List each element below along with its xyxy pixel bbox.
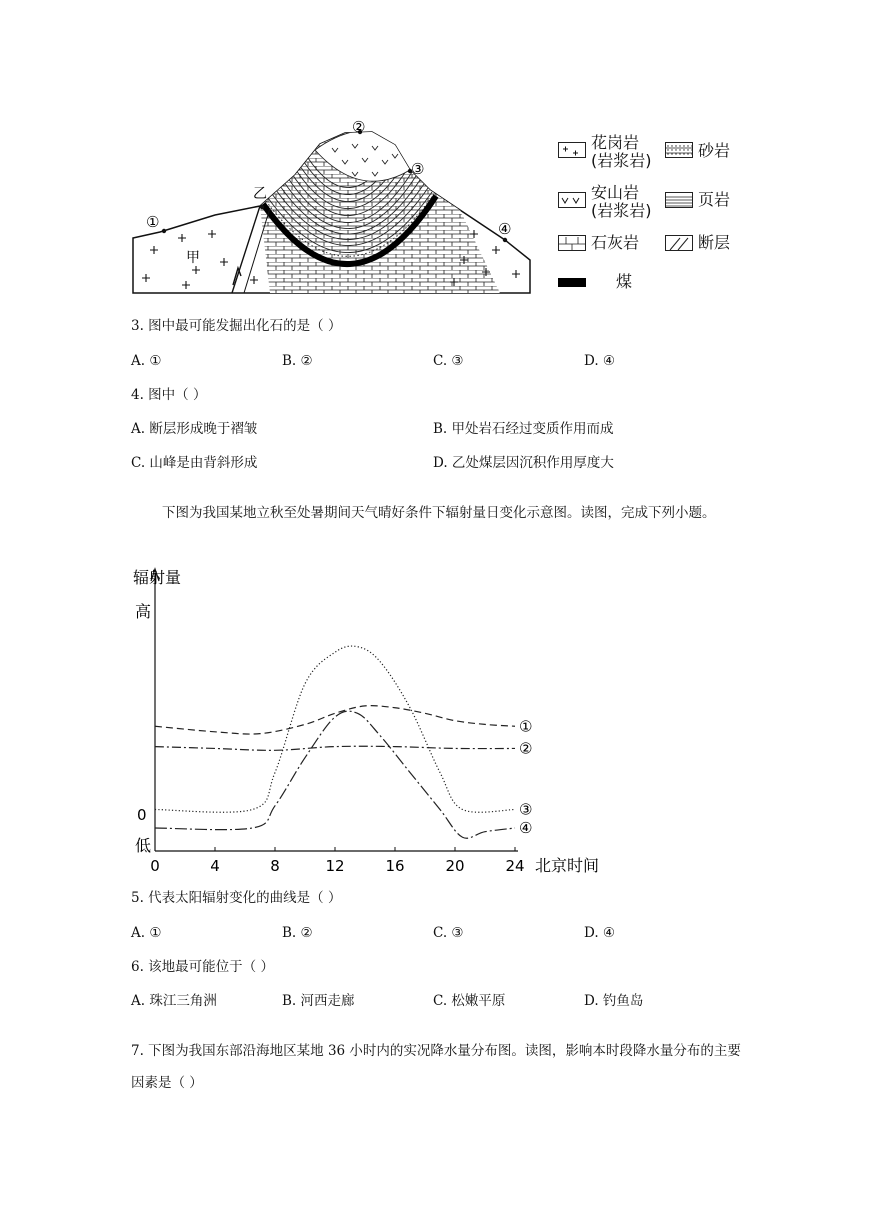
- x-tick-label: 24: [505, 857, 525, 875]
- question-3-stem: 3. 图中最可能发掘出化石的是（ ）: [131, 318, 342, 334]
- series-label-3: ③: [519, 800, 533, 819]
- series-label-1: ①: [519, 717, 533, 736]
- q4-option-a[interactable]: A. 断层形成晚于褶皱: [131, 421, 258, 437]
- coal-swatch: [558, 278, 586, 287]
- shale-swatch: [665, 192, 693, 208]
- q4-option-c[interactable]: C. 山峰是由背斜形成: [131, 455, 258, 471]
- y-tick-high: 高: [135, 602, 152, 621]
- y-tick-low: 低: [135, 836, 152, 855]
- geologic-cross-section: [120, 110, 540, 300]
- question-5-stem: 5. 代表太阳辐射变化的曲线是（ ）: [131, 890, 342, 906]
- label-yi: 乙: [253, 186, 267, 202]
- q3-option-b[interactable]: B. ②: [282, 353, 313, 369]
- q4-option-d[interactable]: D. 乙处煤层因沉积作用厚度大: [433, 455, 614, 471]
- legend-andesite-sub: (岩浆岩): [591, 201, 652, 220]
- question-7-stem: 7. 下图为我国东部沿海地区某地 36 小时内的实况降水量分布图。读图，影响本时段降水量分布的主要因素是（ ）: [131, 1043, 741, 1091]
- x-tick-label: 4: [210, 857, 220, 875]
- radiation-chart: [125, 563, 615, 883]
- q3-option-a[interactable]: A. ①: [131, 353, 162, 369]
- q6-option-a[interactable]: A. 珠江三角洲: [131, 993, 217, 1009]
- series-label-2: ②: [519, 739, 533, 758]
- label-jia: 甲: [186, 250, 200, 266]
- legend-granite-label: 花岗岩: [591, 133, 640, 152]
- legend-sandstone-label: 砂岩: [698, 141, 731, 160]
- label-point-3: ③: [411, 160, 425, 178]
- q5-option-b[interactable]: B. ②: [282, 925, 313, 941]
- question-4-stem: 4. 图中（ ）: [131, 387, 207, 403]
- legend-granite-sub: (岩浆岩): [591, 151, 652, 170]
- x-tick-label: 20: [445, 857, 465, 875]
- legend-andesite-label: 安山岩: [591, 183, 640, 202]
- legend-shale-label: 页岩: [698, 190, 731, 209]
- label-point-4: ④: [498, 220, 512, 238]
- fault-swatch: [665, 235, 693, 251]
- limestone-swatch: [558, 235, 586, 251]
- series-label-4: ④: [519, 819, 533, 837]
- x-tick-label: 12: [325, 857, 345, 875]
- q5-option-d[interactable]: D. ④: [584, 925, 616, 941]
- q5-option-a[interactable]: A. ①: [131, 925, 162, 941]
- figure-legend: [558, 134, 758, 294]
- y-axis-title: 辐射量: [133, 568, 182, 587]
- series-line-1: [155, 706, 515, 734]
- legend-limestone-label: 石灰岩: [591, 233, 640, 252]
- x-tick-label: 0: [150, 857, 160, 875]
- series-line-3: [155, 646, 515, 812]
- q6-option-d[interactable]: D. 钓鱼岛: [584, 993, 644, 1009]
- q5-option-c[interactable]: C. ③: [433, 925, 464, 941]
- q6-option-c[interactable]: C. 松嫩平原: [433, 993, 506, 1009]
- intro-paragraph: 下图为我国某地立秋至处暑期间天气晴好条件下辐射量日变化示意图。读图，完成下列小题。: [162, 505, 716, 521]
- sandstone-swatch: [665, 142, 693, 158]
- label-point-2: ②: [352, 118, 366, 136]
- x-tick-label: 8: [270, 857, 280, 875]
- question-6-stem: 6. 该地最可能位于（ ）: [131, 959, 274, 975]
- andesite-swatch: [558, 192, 586, 208]
- q6-option-b[interactable]: B. 河西走廊: [282, 993, 355, 1009]
- granite-swatch: [558, 142, 586, 158]
- series-line-2: [155, 746, 515, 750]
- q3-option-d[interactable]: D. ④: [584, 353, 616, 369]
- y-tick-zero: 0: [137, 806, 147, 824]
- legend-coal-label: 煤: [616, 272, 633, 291]
- x-tick-label: 16: [385, 857, 405, 875]
- q4-option-b[interactable]: B. 甲处岩石经过变质作用而成: [433, 421, 614, 437]
- label-point-1: ①: [146, 213, 160, 231]
- series-line-4: [155, 711, 515, 838]
- x-axis-title: 北京时间: [535, 856, 600, 875]
- legend-fault-label: 断层: [698, 233, 731, 252]
- q3-option-c[interactable]: C. ③: [433, 353, 464, 369]
